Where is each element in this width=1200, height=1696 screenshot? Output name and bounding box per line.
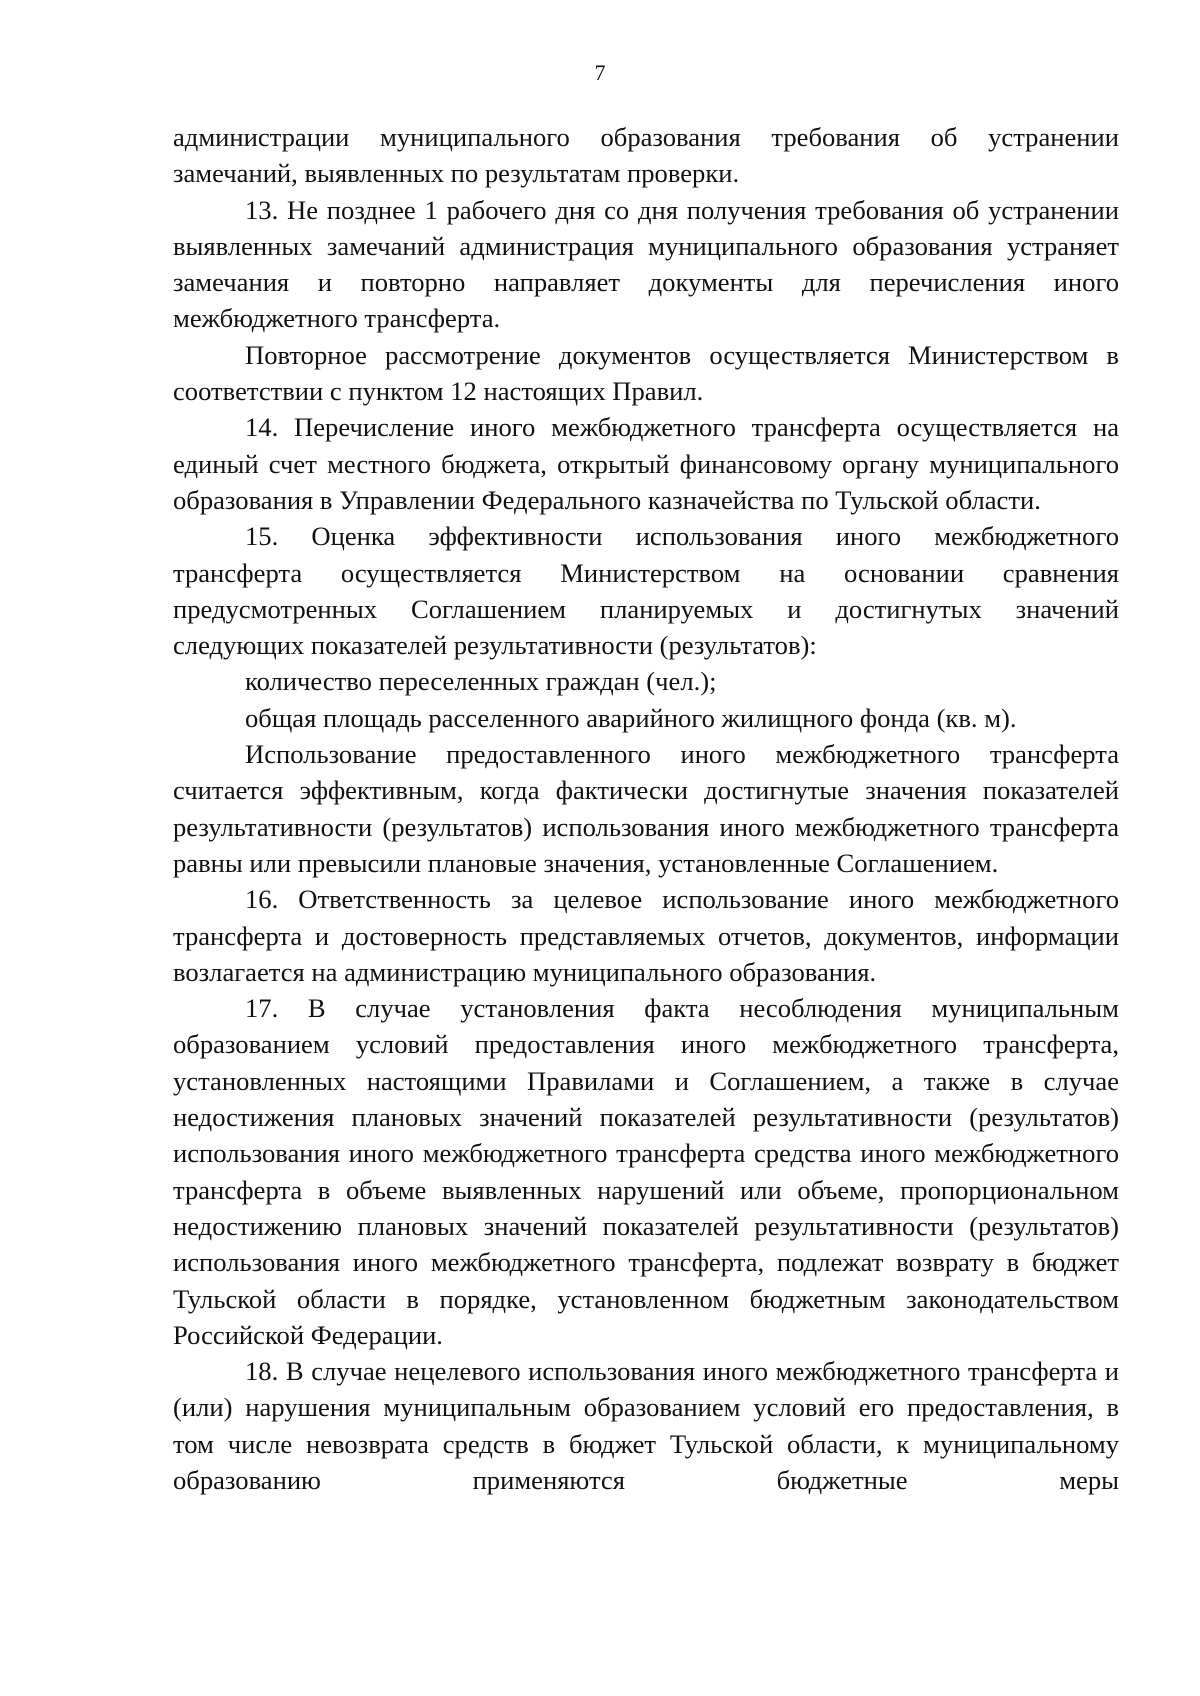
paragraph-17: 17. В случае установления факта несоблюдения муниципальным образованием условий предоставления иного межбюджетного трансферта, установленных настоящими Правилами и Соглашением, а также в случае недостижения плановых значений показателей результативности (результатов) использования иного межбюджетного трансферта средства иного межбюджетного трансферта в объеме выявленных нарушений или объеме, пропорциональном недостижению плановых значений показателей результативности (результатов) использования иного межбюджетного трансферта, подлежат возврату в бюджет Тульской области в порядке, установленном бюджетным законодательством Российской Федерации. <box>173 993 1119 1350</box>
page-number: 7 <box>594 60 606 85</box>
paragraph-continuation: администрации муниципального образования требования об устранении замечаний, выявленных по результатам проверки. <box>173 122 1119 189</box>
paragraph-15: 15. Оценка эффективности использования иного межбюджетного трансферта осуществляется Министерством на основании сравнения предусмотренных Соглашением планируемых и достигнутых значений следующих показателей результативности (результатов): <box>173 521 1119 661</box>
paragraph-16: 16. Ответственность за целевое использование иного межбюджетного трансферта и достоверность представляемых отчетов, документов, информации возлагается на администрацию муниципального образования. <box>173 884 1119 987</box>
indicator-housing-area: общая площадь расселенного аварийного жилищного фонда (кв. м). <box>245 702 1017 733</box>
document-body <box>173 119 1119 1498</box>
indicator-resettled-citizens: количество переселенных граждан (чел.); <box>245 666 717 697</box>
paragraph-repeat-review: Повторное рассмотрение документов осуществляется Министерством в соответствии с пунктом 12 настоящих Правил. <box>173 339 1119 407</box>
paragraph-13: 13. Не позднее 1 рабочего дня со дня получения требования об устранении выявленных замечаний администрация муниципального образования устраняет замечания и повторно направляет документы для перечисления иного межбюджетного трансферта. <box>173 194 1119 334</box>
paragraph-14: 14. Перечисление иного межбюджетного трансферта осуществляется на единый счет местного бюджета, открытый финансовому органу муниципального образования в Управлении Федерального казначейства по Тульской области. <box>173 412 1119 515</box>
paragraph-18: 18. В случае нецелевого использования иного межбюджетного трансферта и (или) нарушения муниципальным образованием условий его предоставления, в том числе невозврата средств в бюджет Тульской области, к муниципальному образованию применяются бюджетные меры <box>173 1356 1119 1495</box>
paragraph-effectiveness: Использование предоставленного иного межбюджетного трансферта считается эффективным, когда фактически достигнутые значения показателей результативности (результатов) использования иного межбюджетного трансферта равны или превысили плановые значения, установленные Соглашением. <box>173 739 1119 878</box>
